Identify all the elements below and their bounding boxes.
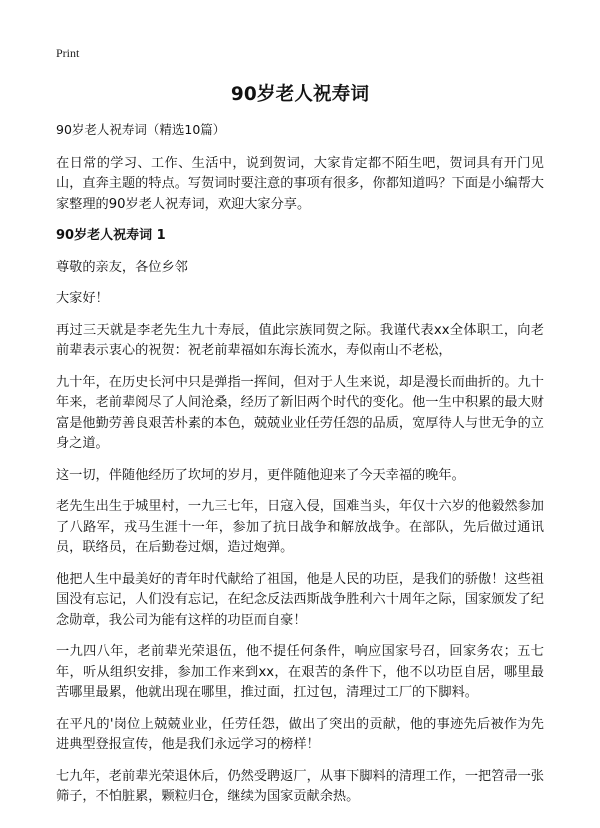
paragraph: 一九四八年，老前辈光荣退伍，他不提任何条件，响应国家号召，回家务农；五七年，听从组织安排，参加工作来到xx，在艰苦的条件下，他不以功臣自居，哪里最苦哪里最累，他就出现在哪里，推过面，扛过包，清理过工厂的下脚料。 — [56, 644, 544, 700]
paragraph: 在平凡的'岗位上兢兢业业，任劳任怨，做出了突出的贡献，他的事迹先后被作为先进典型登报宣传，他是我们永远学习的榜样！ — [56, 716, 544, 752]
article-subtitle: 90岁老人祝寿词（精选10篇） — [56, 122, 226, 137]
intro-paragraph: 在日常的学习、工作、生活中，说到贺词，大家肯定都不陌生吧，贺词具有开门见山，直奔主题的特点。写贺词时要注意的事项有很多，你都知道吗？下面是小编帮大家整理的90岁老人祝寿词，欢迎大家分享。 — [56, 155, 544, 212]
paragraph: 七九年，老前辈光荣退休后，仍然受聘返厂，从事下脚料的清理工作，一把笤帚一张筛子，不怕脏累，颗粒归仓，继续为国家贡献余热。 — [56, 768, 544, 804]
paragraph-hello: 大家好！ — [56, 291, 109, 306]
article-body — [56, 120, 544, 819]
print-link[interactable]: Print — [56, 46, 80, 60]
paragraph: 再过三天就是李老先生九十寿辰，值此宗族同贺之际。我谨代表xx全体职工，向老前辈表示衷心的祝贺：祝老前辈福如东海长流水，寿似南山不老松， — [56, 322, 544, 358]
paragraph: 老先生出生于城里村，一九三七年，日寇入侵，国难当头，年仅十六岁的他毅然参加了八路军，戎马生涯十一年，参加了抗日战争和解放战争。在部队，先后做过通讯员，联络员，在后勤卷过烟，造过炮弹。 — [56, 499, 544, 555]
paragraph: 他把人生中最美好的青年时代献给了祖国，他是人民的功臣，是我们的骄傲！这些祖国没有忘记，人们没有忘记，在纪念反法西斯战争胜利六十周年之际，国家颁发了纪念勋章，我公司为能有这样的功臣而自豪！ — [56, 571, 544, 628]
paragraph: 这一切，伴随他经历了坎坷的岁月，更伴随他迎来了今天幸福的晚年。 — [56, 467, 465, 483]
paragraph: 九十年，在历史长河中只是弹指一挥间，但对于人生来说，却是漫长而曲折的。九十年来，老前辈阅尽了人间沧桑，经历了新旧两个时代的变化。他一生中积累的最大财富是他勤劳善良艰苦朴素的本色，兢兢业业任劳任怨的品质，宽厚待人与世无争的立身之道。 — [56, 374, 544, 451]
page-title: 90岁老人祝寿词 — [230, 84, 370, 105]
section-heading: 90岁老人祝寿词 1 — [56, 228, 166, 243]
paragraph-greeting: 尊敬的亲友，各位乡邻 — [56, 259, 188, 275]
